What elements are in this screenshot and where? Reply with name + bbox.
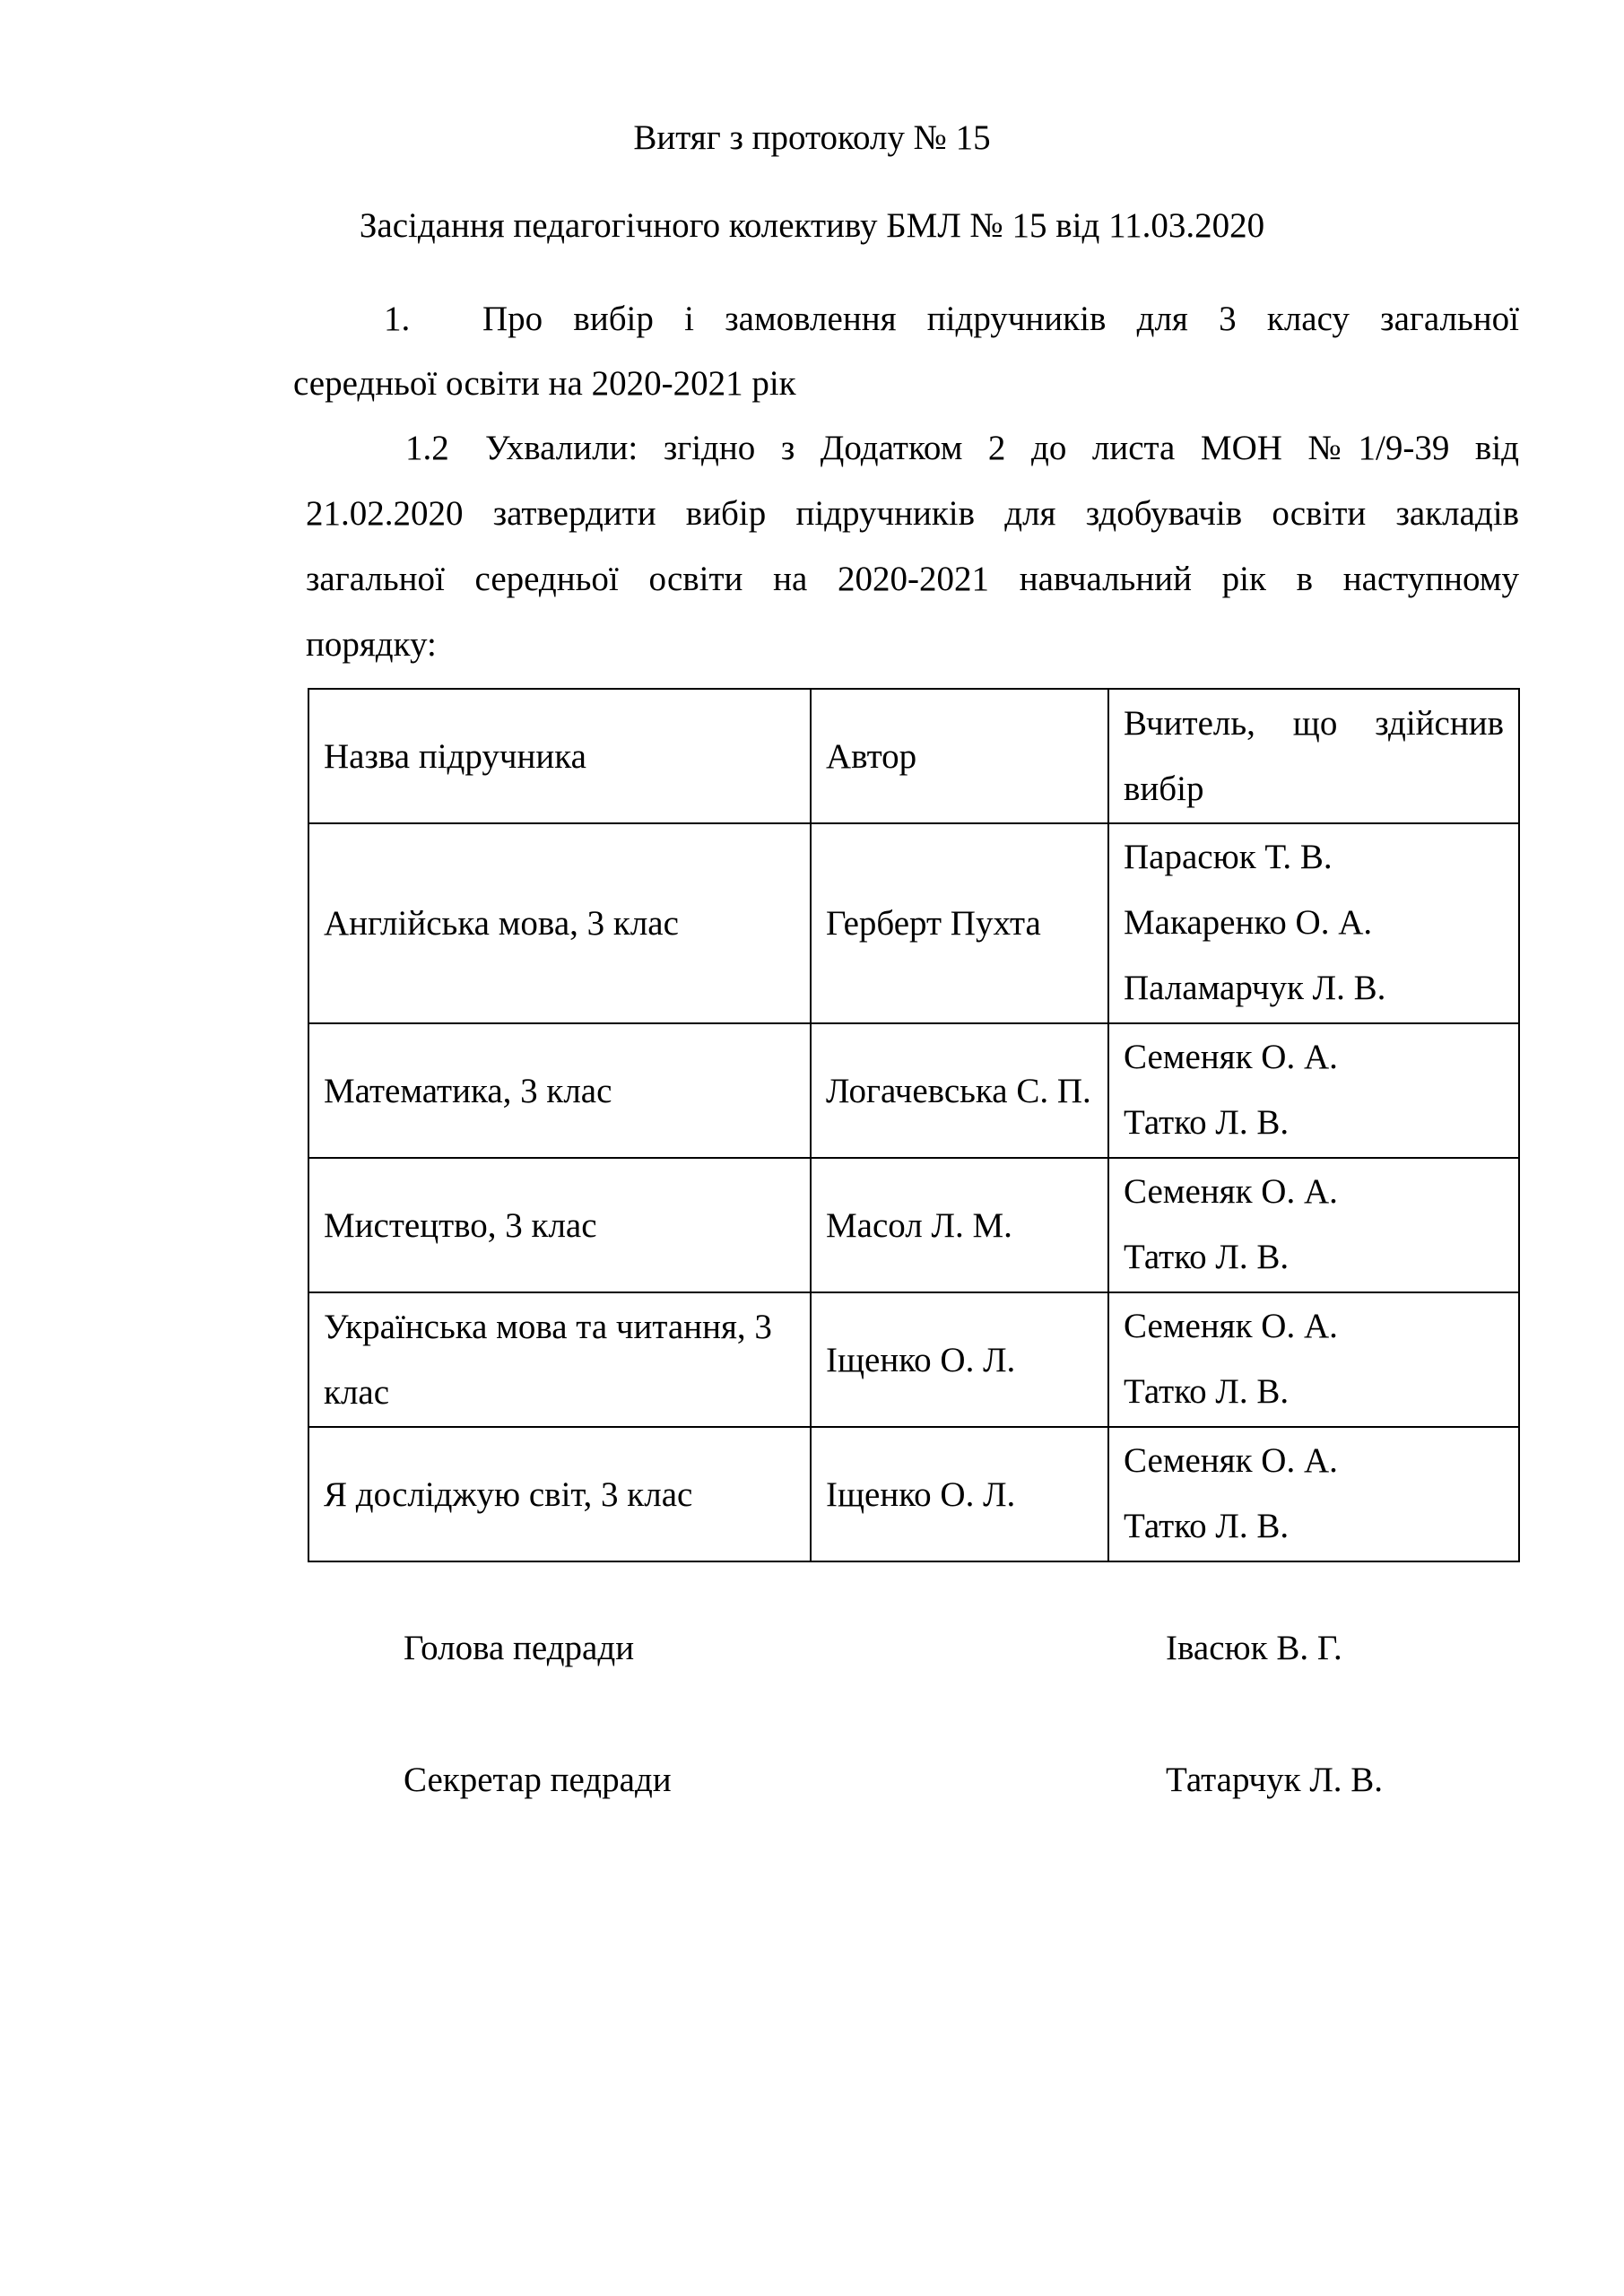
teachers-cell bbox=[1108, 823, 1519, 1023]
teacher-name: Семеняк О. А. bbox=[1124, 1307, 1338, 1345]
teacher-name: Парасюк Т. В. bbox=[1124, 838, 1333, 876]
textbook-title-cell: Математика, 3 клас bbox=[308, 1023, 811, 1158]
textbook-selection-table bbox=[308, 688, 1520, 1562]
teachers-cell bbox=[1108, 1292, 1519, 1427]
teacher-name: Семеняк О. А. bbox=[1124, 1038, 1338, 1076]
item-1-text-line-2: середньої освіти на 2020-2021 рік bbox=[293, 364, 796, 403]
teachers-cell bbox=[1108, 1427, 1519, 1561]
author-cell: Іщенко О. Л. bbox=[811, 1292, 1108, 1427]
textbook-title-cell: Українська мова та читання, 3 клас bbox=[308, 1292, 811, 1427]
meeting-subtitle: Засідання педагогічного колективу БМЛ № 15 від 11.03.2020 bbox=[359, 206, 1265, 245]
teacher-name: Татко Л. В. bbox=[1124, 1103, 1290, 1142]
signature-name-chairman: Івасюк В. Г. bbox=[1166, 1629, 1342, 1667]
item-1-text-line-1: Про вибір і замовлення підручників для 3 класу загальної bbox=[482, 300, 1519, 338]
teachers-cell bbox=[1108, 1023, 1519, 1158]
table-row bbox=[308, 823, 1519, 1023]
header-author: Автор bbox=[811, 689, 1108, 823]
item-1-number: 1. bbox=[384, 300, 411, 338]
teacher-name: Семеняк О. А. bbox=[1124, 1441, 1338, 1480]
signature-name-secretary: Татарчук Л. В. bbox=[1166, 1761, 1384, 1799]
item-1-2-number: 1.2 bbox=[405, 429, 449, 467]
signature-role-chairman: Голова педради bbox=[404, 1629, 635, 1667]
table-row bbox=[308, 1158, 1519, 1292]
table-header-row bbox=[308, 689, 1519, 823]
table-row bbox=[308, 1292, 1519, 1427]
author-cell: Логачевська С. П. bbox=[811, 1023, 1108, 1158]
author-cell: Іщенко О. Л. bbox=[811, 1427, 1108, 1561]
teacher-name: Макаренко О. А. bbox=[1124, 903, 1373, 942]
item-1-2-text-line-1: Ухвалили: згідно з Додатком 2 до листа МОН №1/9-39 від bbox=[485, 429, 1519, 467]
teacher-name: Паламарчук Л. В. bbox=[1124, 969, 1386, 1007]
textbook-title-cell: Англійська мова, 3 клас bbox=[308, 823, 811, 1023]
item-1-2-text-line-3: загальної середньої освіти на 2020-2021 навчальний рік в наступному bbox=[306, 560, 1519, 598]
table-row bbox=[308, 1023, 1519, 1158]
author-cell: Масол Л. М. bbox=[811, 1158, 1108, 1292]
teacher-name: Семеняк О. А. bbox=[1124, 1172, 1338, 1211]
teacher-name: Татко Л. В. bbox=[1124, 1507, 1290, 1545]
author-cell: Герберт Пухта bbox=[811, 823, 1108, 1023]
item-1-2-text-line-4: порядку: bbox=[306, 625, 437, 664]
teacher-name: Татко Л. В. bbox=[1124, 1372, 1290, 1411]
teacher-name: Татко Л. В. bbox=[1124, 1238, 1290, 1276]
header-teacher: Вчитель, що здійснив вибір bbox=[1108, 689, 1519, 823]
textbook-title-cell: Мистецтво, 3 клас bbox=[308, 1158, 811, 1292]
item-1-2-text-line-2: 21.02.2020 затвердити вибір підручників для здобувачів освіти закладів bbox=[306, 494, 1519, 533]
document-title: Витяг з протоколу № 15 bbox=[633, 118, 991, 157]
textbook-title-cell: Я досліджую світ, 3 клас bbox=[308, 1427, 811, 1561]
signature-role-secretary: Секретар педради bbox=[404, 1761, 672, 1799]
table-row bbox=[308, 1427, 1519, 1561]
header-textbook-title: Назва підручника bbox=[308, 689, 811, 823]
teachers-cell bbox=[1108, 1158, 1519, 1292]
